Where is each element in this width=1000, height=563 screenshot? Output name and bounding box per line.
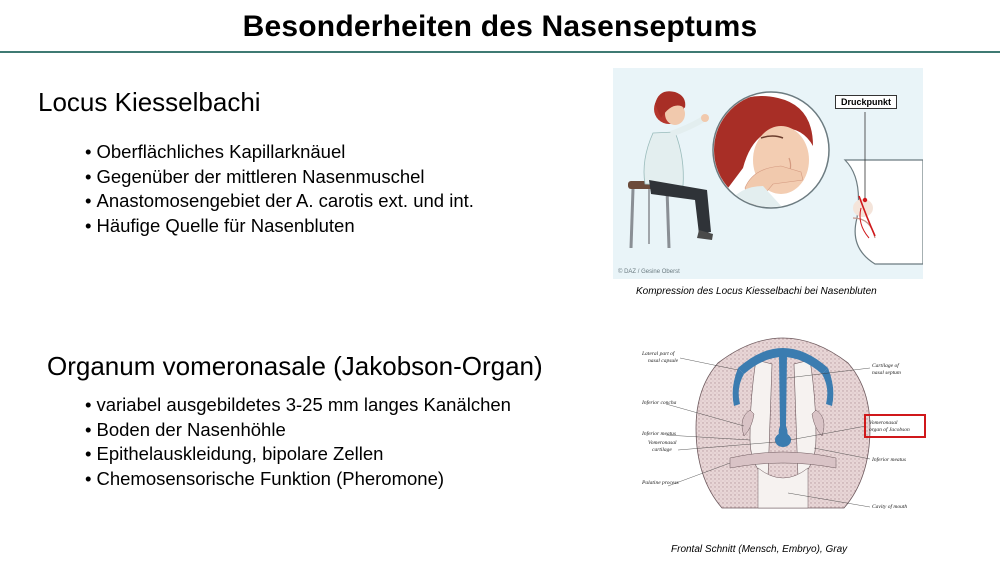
label-palatine-process: Palatine process — [642, 480, 679, 486]
list-item: • Oberflächliches Kapillarknäuel — [85, 141, 346, 162]
label-vomeronasal-organ-2: organ of Jacobson — [869, 427, 910, 433]
bullet-list-organum-vomeronasale — [85, 393, 511, 491]
nosebleed-compression-illustration — [613, 68, 923, 279]
section-heading-organum-vomeronasale: Organum vomeronasale (Jakobson-Organ) — [47, 351, 543, 381]
label-inferior-meatus-right: Inferior meatus — [872, 457, 907, 463]
list-item: • Chemosensorische Funktion (Pheromone) — [85, 467, 445, 489]
vomeronasal-organ-highlight — [864, 414, 926, 438]
label-cartilage-septum: Cartilage of — [872, 363, 899, 369]
list-item: • variabel ausgebildetes 3-25 mm langes Kanälchen — [85, 394, 511, 415]
list-item: • Epithelauskleidung, bipolare Zellen — [85, 443, 384, 465]
label-vomeronasal-organ: Vomeronasal — [869, 420, 898, 426]
label-lateral-part: Lateral part of — [642, 351, 675, 357]
image-credit: © DAZ / Gesine Oberst — [618, 269, 680, 275]
label-cartilage-septum-2: nasal septum — [872, 370, 901, 376]
label-vomeronasal-cartilage-2: cartilage — [652, 447, 672, 453]
label-cavity-mouth: Cavity of mouth — [872, 504, 908, 510]
list-item: • Häufige Quelle für Nasenbluten — [85, 214, 355, 236]
figure-caption-compression: Kompression des Locus Kiesselbachi bei Nasenbluten — [636, 286, 877, 297]
figure-caption-gray: Frontal Schnitt (Mensch, Embryo), Gray — [671, 544, 848, 555]
list-item: • Boden der Nasenhöhle — [85, 418, 286, 440]
druckpunkt-label: Druckpunkt — [835, 95, 897, 109]
list-item: • Anastomosengebiet der A. carotis ext. und int. — [85, 190, 474, 212]
label-inferior-concha: Inferior concha — [642, 400, 677, 406]
title-divider — [0, 51, 1000, 53]
label-vomeronasal-cartilage: Vomeronasal — [648, 440, 677, 446]
slide-title: Besonderheiten des Nasenseptums — [242, 10, 758, 43]
list-item: • Gegenüber der mittleren Nasenmuschel — [85, 165, 425, 187]
bullet-list-locus-kiesselbachi — [85, 140, 474, 238]
label-nasal-capsule: nasal capsule — [648, 358, 679, 364]
label-inferior-meatus-left: Inferior meatus — [642, 431, 677, 437]
section-heading-locus-kiesselbachi: Locus Kiesselbachi — [38, 87, 261, 117]
frontal-section-diagram — [638, 318, 928, 518]
